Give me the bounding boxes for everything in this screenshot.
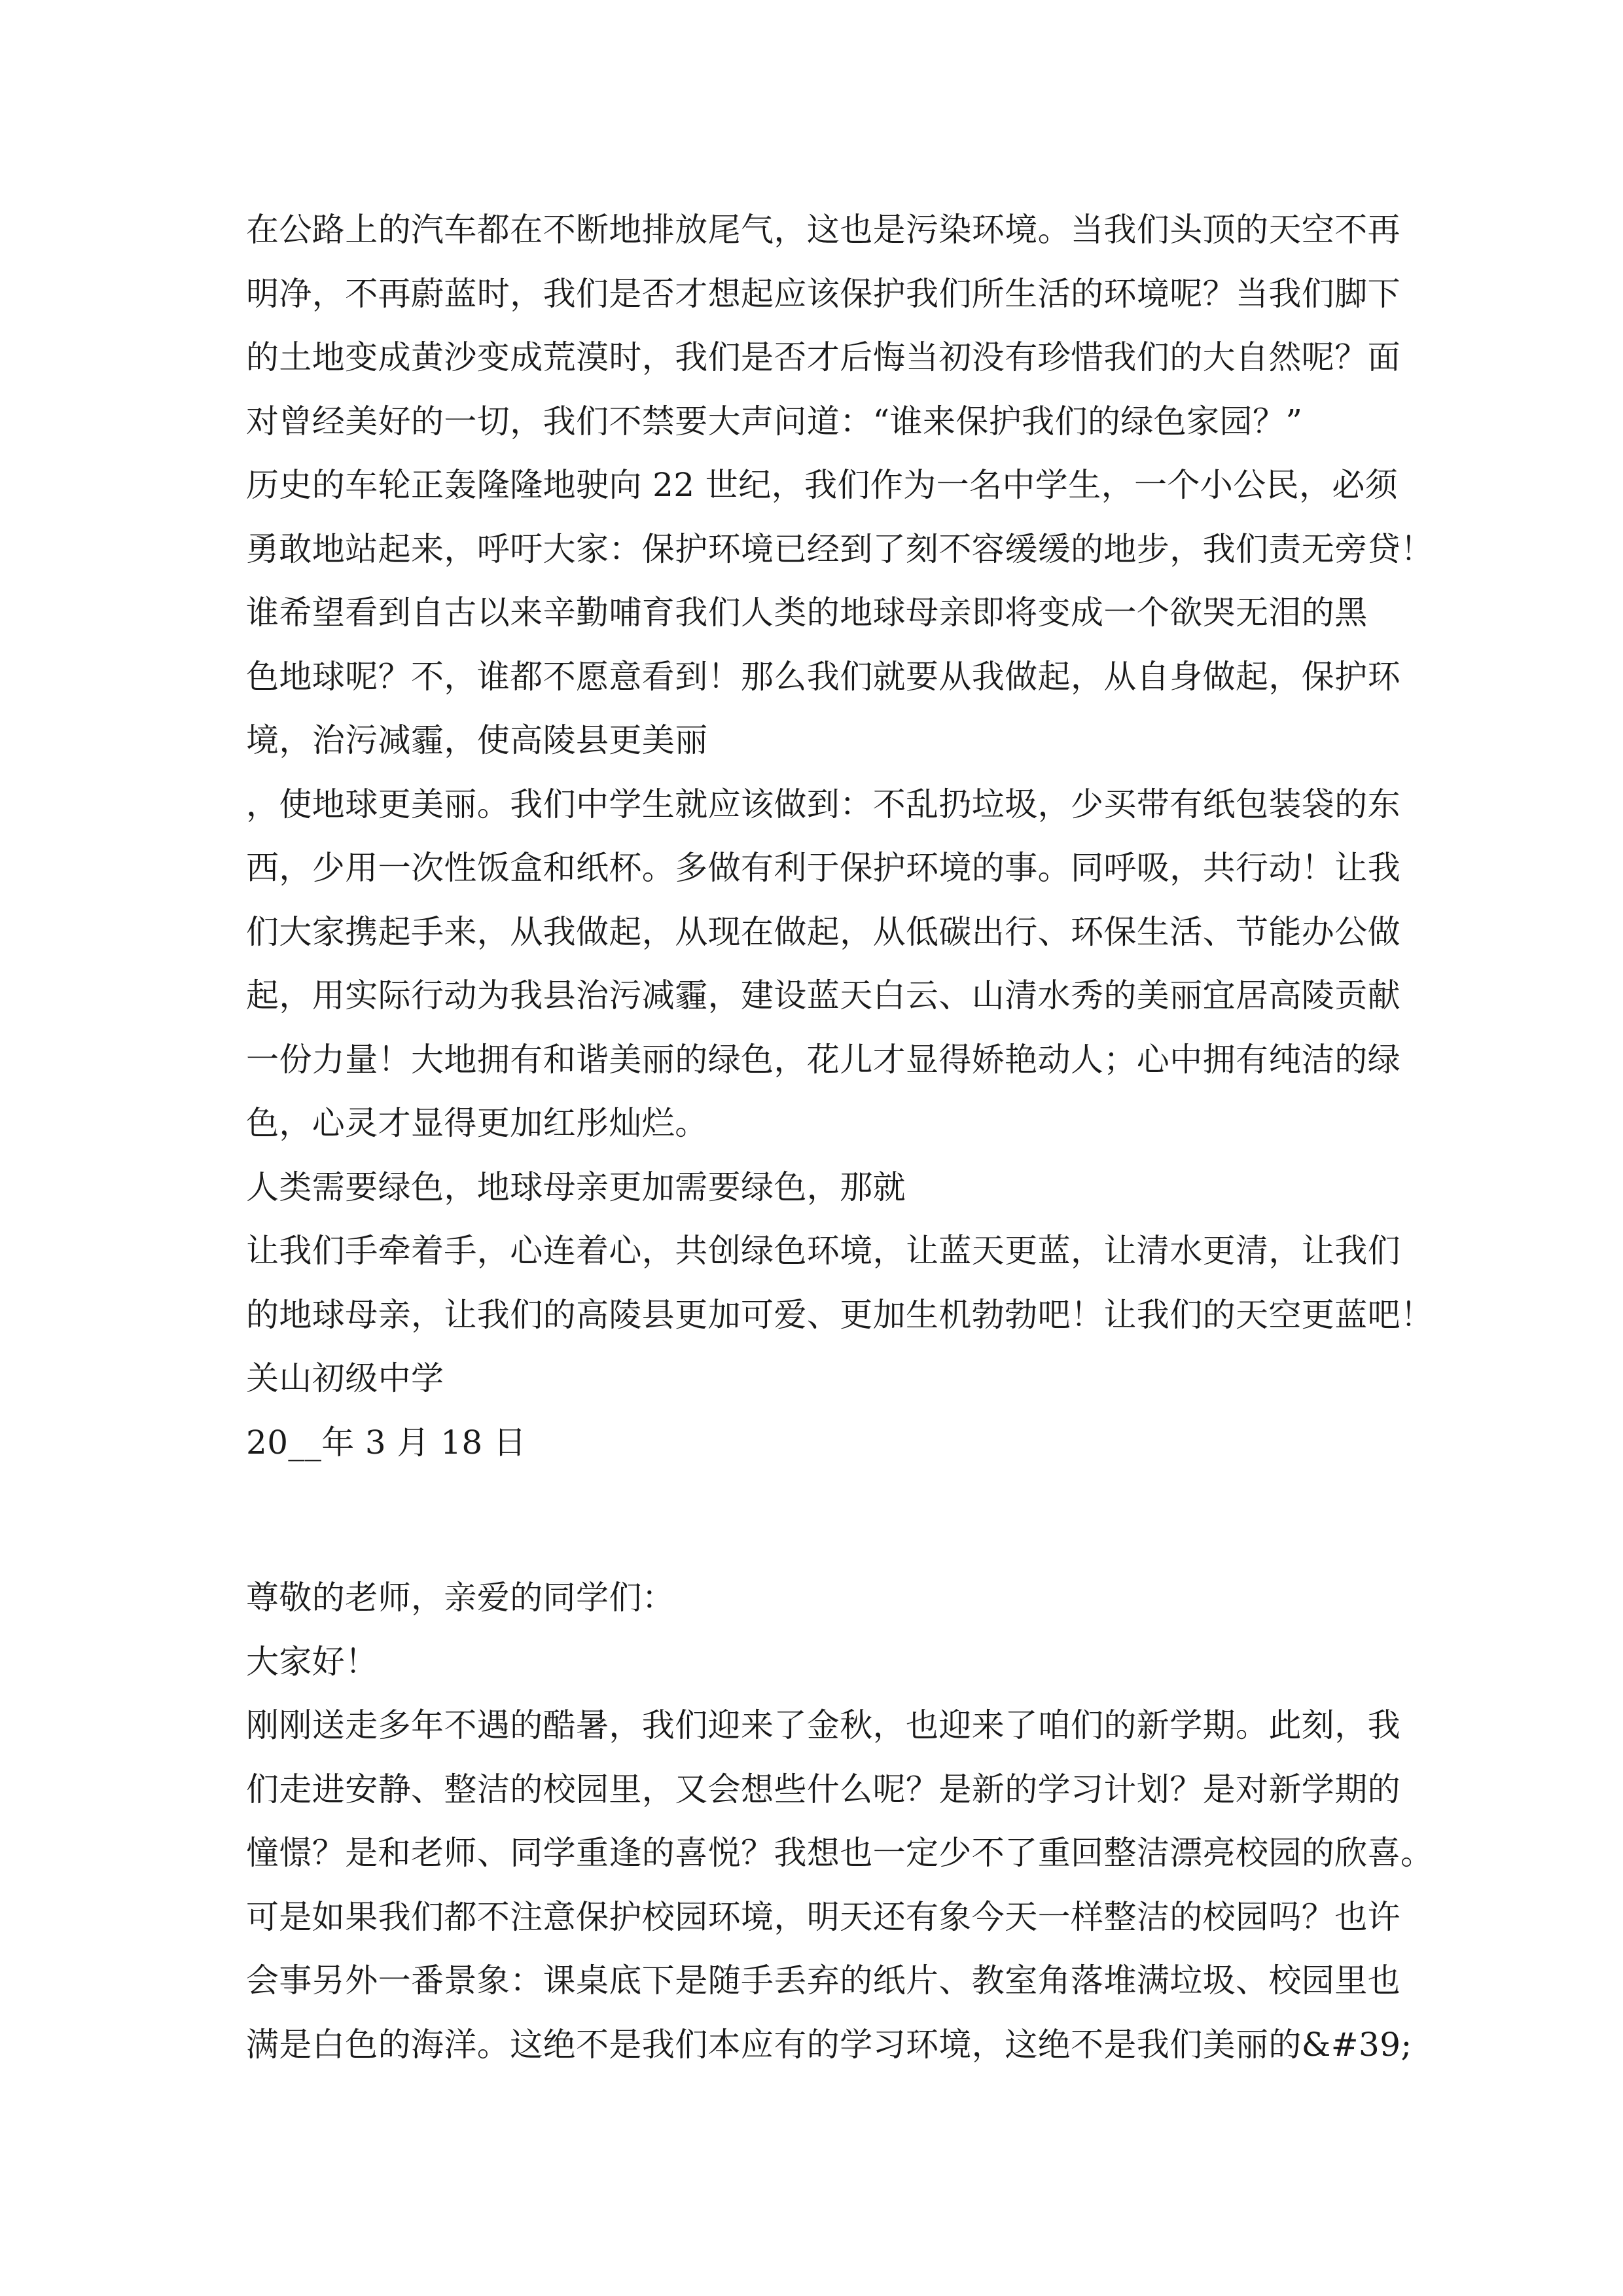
paragraph-line: 色地球呢？不，谁都不愿意看到！那么我们就要从我做起，从自身做起，保护环: [246, 657, 1400, 696]
paragraph-line: 起，用实际行动为我县治污减霾，建设蓝天白云、山清水秀的美丽宜居高陵贡献: [246, 977, 1400, 1014]
greeting: 大家好！: [246, 1642, 378, 1681]
paragraph-line: 刚刚送走多年不遇的酷暑，我们迎来了金秋，也迎来了咱们的新学期。此刻，我: [246, 1706, 1400, 1744]
paragraph-line: 明净，不再蔚蓝时，我们是否才想起应该保护我们所生活的环境呢？当我们脚下: [246, 274, 1400, 313]
paragraph-line: 历史的车轮正轰隆隆地驶向 22 世纪，我们作为一名中学生，一个小公民，必须: [246, 466, 1399, 504]
paragraph-line: ，使地球更美丽。我们中学生就应该做到：不乱扔垃圾，少买带有纸包装袋的东: [246, 785, 1400, 823]
paragraph-line: 色，心灵才显得更加红彤灿烂。: [246, 1104, 708, 1142]
signature-school: 关山初级中学: [246, 1359, 444, 1397]
signature-date: 20__年 3 月 18 日: [246, 1423, 527, 1462]
paragraph-line: 会事另外一番景象：课桌底下是随手丢弃的纸片、教室角落堆满垃圾、校园里也: [246, 1962, 1400, 2000]
paragraph-line: 可是如果我们都不注意保护校园环境，明天还有象今天一样整洁的校园吗？也许: [246, 1897, 1400, 1936]
paragraph-line: 们大家携起手来，从我做起，从现在做起，从低碳出行、环保生活、节能办公做: [246, 912, 1400, 951]
paragraph-line: 让我们手牵着手，心连着心，共创绿色环境，让蓝天更蓝，让清水更清，让我们: [246, 1232, 1400, 1270]
paragraph-line: 对曾经美好的一切，我们不禁要大声问道：“谁来保护我们的绿色家园？”: [246, 402, 1303, 440]
speech-section-campus: [246, 1566, 1434, 2077]
paragraph-line: 一份力量！大地拥有和谐美丽的绿色，花儿才显得娇艳动人；心中拥有纯洁的绿: [246, 1040, 1400, 1079]
paragraph-line: 西，少用一次性饭盒和纸杯。多做有利于保护环境的事。同呼吸，共行动！让我: [246, 849, 1400, 887]
paragraph-line: 境，治污减霾，使高陵县更美丽: [246, 721, 708, 759]
paragraph-line: 的地球母亲，让我们的高陵县更加可爱、更加生机勃勃吧！让我们的天空更蓝吧！: [246, 1295, 1434, 1334]
paragraph-line: 谁希望看到自古以来辛勤哺育我们人类的地球母亲即将变成一个欲哭无泪的黑: [246, 594, 1368, 632]
paragraph-line: 满是白色的海洋。这绝不是我们本应有的学习环境，这绝不是我们美丽的&#39;: [246, 2025, 1412, 2064]
paragraph-line: 勇敢地站起来，呼吁大家：保护环境已经到了刻不容缓缓的地步，我们责无旁贷！: [246, 529, 1434, 568]
speech-section-environment: [246, 198, 1434, 1475]
paragraph-line: 在公路上的汽车都在不断地排放尾气，这也是污染环境。当我们头顶的天空不再: [246, 211, 1400, 249]
salutation: 尊敬的老师，亲爱的同学们：: [246, 1579, 675, 1617]
paragraph-line: 们走进安静、整洁的校园里，又会想些什么呢？是新的学习计划？是对新学期的: [246, 1770, 1400, 1808]
paragraph-line: 的土地变成黄沙变成荒漠时，我们是否才后悔当初没有珍惜我们的大自然呢？面: [246, 338, 1400, 376]
paragraph-line: 憧憬？是和老师、同学重逢的喜悦？我想也一定少不了重回整洁漂亮校园的欣喜。: [246, 1834, 1434, 1872]
paragraph-line: 人类需要绿色，地球母亲更加需要绿色，那就: [246, 1168, 906, 1206]
